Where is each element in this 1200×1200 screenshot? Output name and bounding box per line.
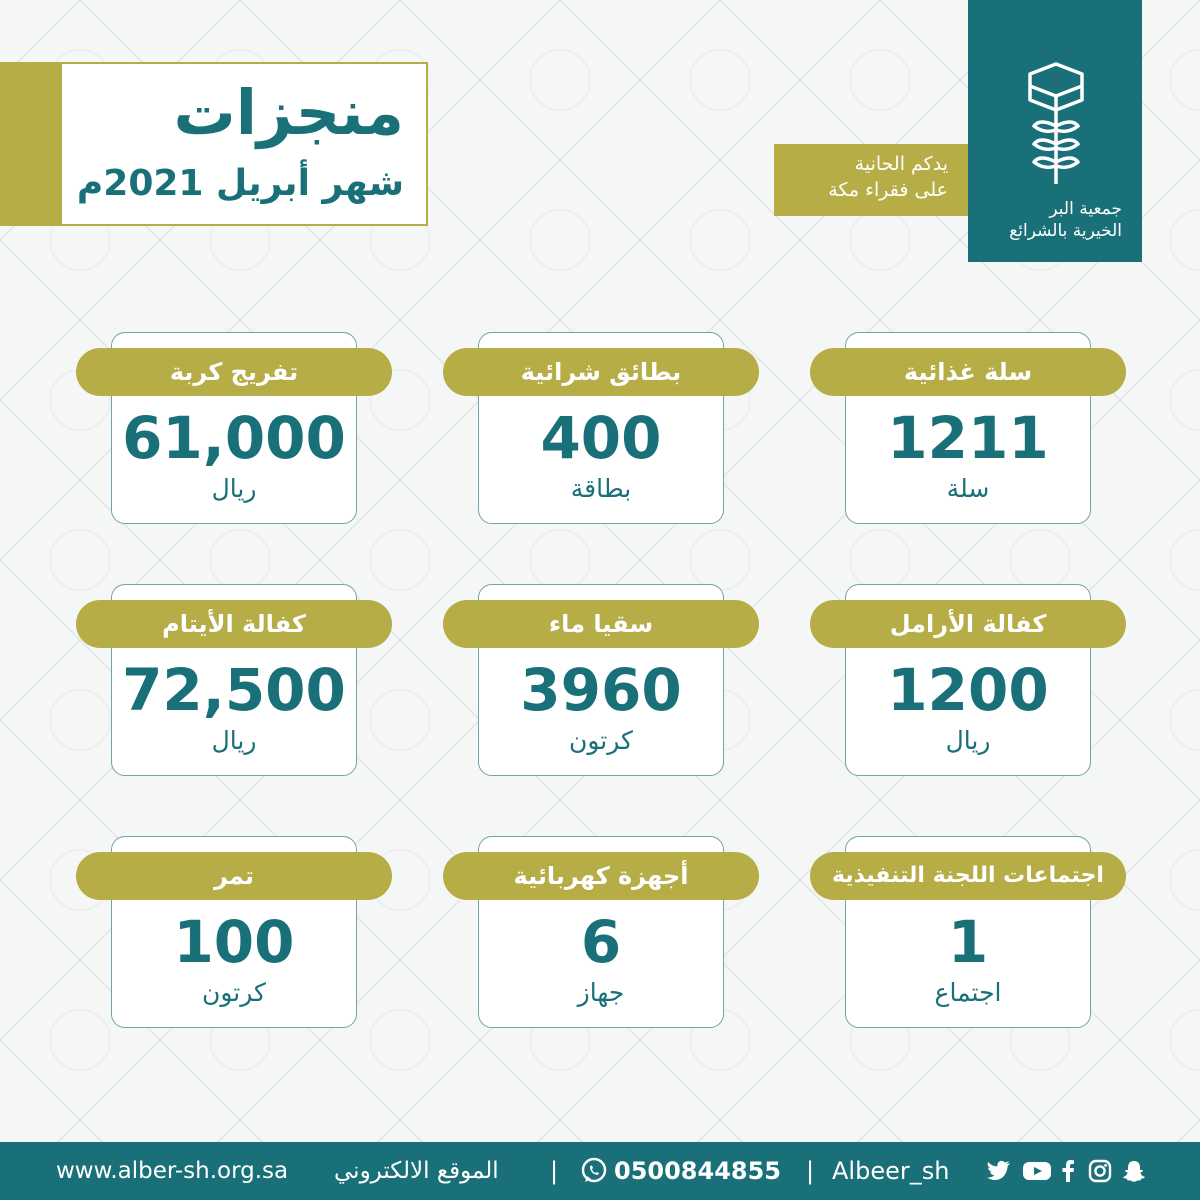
phone-number[interactable]: 0500844855: [614, 1157, 781, 1185]
whatsapp-icon[interactable]: [580, 1157, 608, 1185]
card-unit: كرتون: [569, 726, 633, 755]
stat-card-committee-meetings: [810, 836, 1126, 1030]
tagline-line-2: على فقراء مكة: [828, 178, 948, 201]
title-accent-bar: [0, 62, 60, 226]
social-handle[interactable]: Albeer_sh: [832, 1157, 950, 1185]
tagline-line-1: يدكم الحانية: [854, 153, 948, 175]
card-label: كفالة الأيتام: [76, 600, 392, 648]
card-value: 100: [173, 908, 295, 976]
organization-name: [1009, 198, 1122, 242]
card-label: بطائق شرائية: [443, 348, 759, 396]
stat-card-food-baskets: [810, 332, 1126, 526]
stat-card-relief: [76, 332, 392, 526]
card-value: 61,000: [122, 404, 346, 472]
twitter-icon[interactable]: [986, 1159, 1012, 1183]
org-name-line-2: الخيرية بالشرائع: [1009, 221, 1122, 242]
card-label: كفالة الأرامل: [810, 600, 1126, 648]
stat-card-orphans-sponsorship: [76, 584, 392, 778]
youtube-icon[interactable]: [1022, 1159, 1052, 1183]
card-label: تفريج كربة: [76, 348, 392, 396]
card-unit: جهاز: [577, 978, 625, 1007]
card-unit: ريال: [211, 726, 257, 755]
instagram-icon[interactable]: [1088, 1159, 1112, 1183]
stat-card-dates: [76, 836, 392, 1030]
wheat-kaaba-icon: [1026, 60, 1086, 188]
card-label: أجهزة كهربائية: [443, 852, 759, 900]
footer-bar: [0, 1142, 1200, 1200]
card-unit: سلة: [946, 474, 990, 503]
page-title: منجزات: [173, 76, 404, 149]
title-box: [60, 62, 428, 226]
card-value: 1: [947, 908, 989, 976]
facebook-icon[interactable]: [1060, 1159, 1076, 1183]
website-label: الموقع الالكتروني: [334, 1158, 499, 1184]
card-label: سقيا ماء: [443, 600, 759, 648]
card-value: 1200: [887, 656, 1049, 724]
card-label: سلة غذائية: [810, 348, 1126, 396]
card-unit: كرتون: [202, 978, 266, 1007]
card-label: تمر: [76, 852, 392, 900]
card-value: 3960: [520, 656, 682, 724]
footer-divider: |: [550, 1157, 559, 1185]
card-value: 6: [580, 908, 622, 976]
logo-tagline: [774, 144, 968, 216]
page-subtitle: شهر أبريل 2021م: [76, 163, 404, 204]
organization-logo: [968, 0, 1142, 262]
card-label: اجتماعات اللجنة التنفيذية: [810, 852, 1126, 900]
stat-card-appliances: [443, 836, 759, 1030]
card-unit: ريال: [945, 726, 991, 755]
org-name-line-1: جمعية البر: [1049, 199, 1122, 219]
card-unit: اجتماع: [934, 978, 1002, 1007]
snapchat-icon[interactable]: [1122, 1159, 1146, 1183]
footer-divider: |: [806, 1157, 815, 1185]
card-value: 1211: [887, 404, 1049, 472]
card-value: 400: [540, 404, 662, 472]
stat-card-widows-sponsorship: [810, 584, 1126, 778]
stat-card-water: [443, 584, 759, 778]
card-unit: ريال: [211, 474, 257, 503]
card-unit: بطاقة: [570, 474, 632, 503]
card-value: 72,500: [122, 656, 346, 724]
stat-card-shopping-cards: [443, 332, 759, 526]
website-link[interactable]: www.alber-sh.org.sa: [56, 1158, 289, 1184]
